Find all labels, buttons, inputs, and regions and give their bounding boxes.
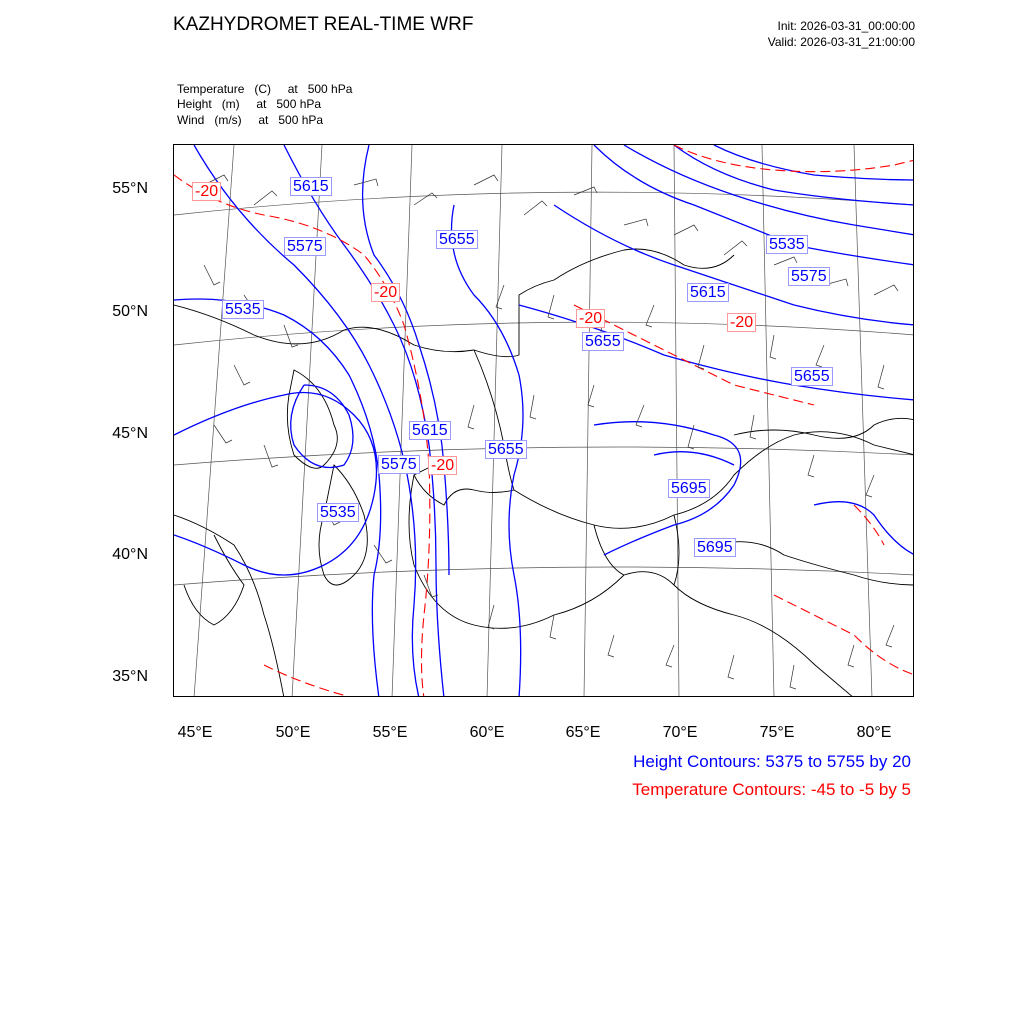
- lon-label: 70°E: [662, 724, 698, 741]
- map-panel: [173, 144, 914, 697]
- temperature-label: -20: [371, 283, 400, 302]
- graticule: [174, 145, 914, 697]
- height-label: 5655: [485, 440, 527, 459]
- field-height-label: Height (m) at 500 hPa: [177, 97, 322, 111]
- height-label: 5655: [791, 367, 833, 386]
- lon-label: 80°E: [856, 724, 892, 741]
- height-label: 5695: [694, 538, 736, 557]
- lon-label: 55°E: [372, 724, 408, 741]
- height-contours: [174, 145, 914, 697]
- height-label: 5615: [687, 283, 729, 302]
- height-label: 5575: [284, 237, 326, 256]
- temperature-label: -20: [576, 309, 605, 328]
- height-label: 5575: [788, 267, 830, 286]
- field-wind-label: Wind (m/s) at 500 hPa: [177, 113, 324, 127]
- temperature-label: -20: [727, 313, 756, 332]
- map-title: KAZHYDROMET REAL-TIME WRF: [173, 14, 474, 35]
- lon-label: 75°E: [759, 724, 795, 741]
- lon-label: 45°E: [177, 724, 213, 741]
- lon-label: 50°E: [275, 724, 311, 741]
- height-label: 5535: [317, 503, 359, 522]
- lat-label: 35°N: [112, 668, 148, 685]
- height-label: 5655: [582, 332, 624, 351]
- lat-label: 45°N: [112, 425, 148, 442]
- weather-map: [174, 145, 914, 697]
- height-contour-legend: Height Contours: 5375 to 5755 by 20: [633, 752, 911, 771]
- height-label: 5695: [668, 479, 710, 498]
- temperature-contours: [174, 145, 914, 697]
- valid-time: Valid: 2026-03-31_21:00:00: [767, 35, 915, 49]
- temperature-contour-legend: Temperature Contours: -45 to -5 by 5: [632, 780, 911, 799]
- lat-label: 50°N: [112, 303, 148, 320]
- field-temperature-label: Temperature (C) at 500 hPa: [177, 82, 353, 96]
- lat-label: 40°N: [112, 546, 148, 563]
- height-label: 5655: [436, 230, 478, 249]
- height-label: 5535: [222, 300, 264, 319]
- temperature-label: -20: [428, 456, 457, 475]
- lon-label: 65°E: [565, 724, 601, 741]
- temperature-label: -20: [192, 182, 221, 201]
- height-label: 5615: [409, 421, 451, 440]
- init-time: Init: 2026-03-31_00:00:00: [777, 19, 915, 33]
- height-label: 5575: [378, 455, 420, 474]
- height-label: 5615: [290, 177, 332, 196]
- lat-label: 55°N: [112, 180, 148, 197]
- lon-label: 60°E: [469, 724, 505, 741]
- height-label: 5535: [766, 235, 808, 254]
